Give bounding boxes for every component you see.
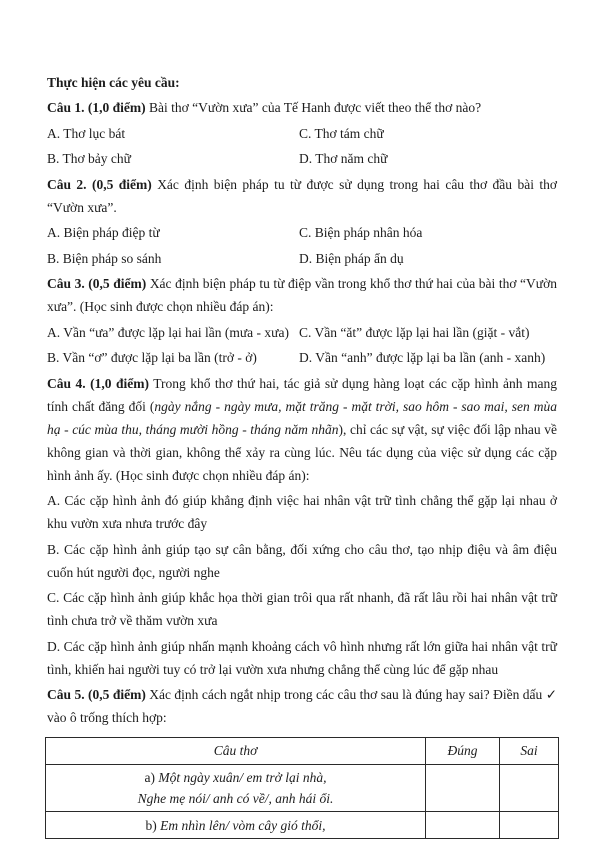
question-2	[47, 173, 557, 270]
question-1-points: (1,0 điểm)	[87, 100, 146, 115]
question-5-checkmark-instruction: ✓ vào ô trống thích hợp:	[47, 687, 557, 725]
question-5-prompt: Xác định cách ngắt nhịp trong các câu thơ sau là đúng hay sai? Điền dấu	[149, 687, 543, 702]
question-4-option-d: D. Các cặp hình ảnh giúp nhấn mạnh khoảng cách vô hình nhưng rất lớn giữa hai nhân vật trữ tình, khiến hai người tuy có trở lại vườn xưa nhưng chẳng thể cùng lúc để gặp nhau	[47, 638, 557, 677]
verse-a-line-2	[50, 788, 421, 809]
question-3-option-d: D. Vần “anh” được lặp lại ba lần (anh - xanh)	[299, 350, 546, 365]
question-1-label: Câu 1.	[47, 100, 85, 115]
question-5-label: Câu 5.	[47, 687, 85, 702]
question-1-prompt: Bài thơ “Vườn xưa” của Tế Hanh được viết theo thể thơ nào?	[149, 100, 482, 115]
question-1-options-row-2	[47, 147, 557, 170]
question-4	[47, 372, 557, 681]
question-4-points: (1,0 điểm)	[90, 375, 149, 391]
verse-a-line-2-text: Nghe mẹ nói/ anh có về/, anh hái ổi.	[137, 791, 334, 806]
instructions-heading: Thực hiện các yêu cầu:	[47, 74, 180, 90]
dung-answer-cell-a	[426, 765, 500, 812]
question-4-option-b: B. Các cặp hình ảnh giúp tạo sự cân bằng, đối xứng cho câu thơ, tạo nhịp điệu và âm điệu cuốn hút người đọc, người nghe	[47, 541, 557, 580]
answer-table-header-row	[46, 738, 559, 765]
question-4-text	[47, 372, 557, 487]
question-3-label: Câu 3.	[47, 276, 85, 291]
question-2-options-row-2	[47, 247, 557, 270]
question-4-prompt-start: Trong khổ thơ thứ hai, tác giả sử dụng hàng loạt các cặp hình ảnh mang tính chất đăng đối (	[47, 375, 557, 414]
verse-a-line-1	[50, 767, 421, 788]
question-4-option-c: C. Các cặp hình ảnh giúp khắc họa thời gian trôi qua rất nhanh, đã rất lâu rồi hai nhân vật trữ tình chưa trở về thăm vườn xưa	[47, 590, 557, 628]
verse-b-line-1	[50, 815, 421, 836]
question-3	[47, 272, 557, 369]
question-5-text	[47, 683, 557, 729]
question-3-points: (0,5 điểm)	[88, 276, 147, 291]
question-4-prompt-end: ), chỉ các sự vật, sự việc đối lập nhau về không gian và thời gian, không thể xảy ra cùng lúc. Nêu tác dụng của việc sử dụng các cặp hình ảnh ấy. (Học sinh được chọn nhiều đáp án):	[47, 421, 558, 483]
question-1-option-a: A. Thơ lục bát	[47, 125, 126, 141]
verse-a-marker: a)	[144, 770, 156, 785]
question-4-option-a: A. Các cặp hình ảnh đó giúp khẳng định việc hai nhân vật trữ tình chẳng thể gặp lại nhau ở khu vườn xưa nhưa trước đây	[47, 493, 557, 531]
question-2-text	[47, 173, 557, 219]
question-2-option-b: B. Biện pháp so sánh	[47, 250, 162, 266]
question-5-points: (0,5 điểm)	[88, 687, 146, 702]
question-3-option-b: B. Vần “ơ” được lặp lại ba lần (trở - ở)	[47, 350, 257, 365]
question-2-label: Câu 2.	[47, 176, 87, 192]
question-1-option-b: B. Thơ bảy chữ	[47, 151, 131, 166]
sai-answer-cell-a	[500, 765, 559, 812]
verse-cell-a	[46, 765, 426, 812]
question-2-points: (0,5 điểm)	[91, 176, 152, 192]
verse-b-marker: b)	[145, 817, 157, 833]
question-3-option-a: A. Vần “ưa” được lặp lại hai lần (mưa - xưa)	[47, 324, 289, 340]
question-3-text	[47, 272, 557, 318]
question-2-options-row-1	[47, 221, 557, 244]
question-3-options-row-1	[47, 321, 557, 344]
question-1-option-c: C. Thơ tám chữ	[299, 125, 384, 141]
question-2-prompt: Xác định biện pháp tu từ được sử dụng trong hai câu thơ đầu bài thơ “Vườn xưa”.	[47, 176, 557, 215]
question-1	[47, 96, 557, 170]
question-3-option-c: C. Vần “ăt” được lặp lại hai lần (giặt - vắt)	[299, 324, 530, 340]
question-3-prompt: Xác định biện pháp tu từ điệp vần trong khổ thơ thứ hai của bài thơ “Vườn xưa”. (Học sinh được chọn nhiều đáp án):	[47, 276, 558, 314]
question-4-label: Câu 4.	[47, 375, 86, 391]
answer-table	[45, 737, 559, 839]
question-2-option-d: D. Biện pháp ẩn dụ	[299, 250, 404, 266]
question-1-text	[47, 96, 557, 119]
table-row-b	[46, 812, 559, 839]
question-5	[47, 683, 557, 839]
column-header-dung: Đúng	[426, 738, 500, 765]
sai-answer-cell-b	[500, 812, 559, 839]
dung-answer-cell-b	[426, 812, 500, 839]
verse-b-line-1-text: Em nhìn lên/ vòm cây gió thổi,	[160, 817, 326, 833]
column-header-verse: Câu thơ	[46, 738, 426, 765]
question-2-option-a: A. Biện pháp điệp từ	[47, 225, 160, 240]
verse-a-line-1-text: Một ngày xuân/ em trở lại nhà,	[158, 770, 327, 785]
table-row-a	[46, 765, 559, 812]
verse-cell-b	[46, 812, 426, 839]
question-3-options-row-2	[47, 346, 557, 369]
column-header-sai: Sai	[500, 738, 559, 765]
question-4-image-pairs: ngày nắng - ngày mưa, mặt trăng - mặt trời, sao hôm - sao mai, sen mùa hạ - cúc mùa thu, tháng mười hồng - tháng năm nhãn	[47, 398, 557, 437]
question-2-option-c: C. Biện pháp nhân hóa	[299, 225, 423, 240]
question-1-options-row-1	[47, 122, 557, 145]
question-1-option-d: D. Thơ năm chữ	[299, 151, 388, 166]
